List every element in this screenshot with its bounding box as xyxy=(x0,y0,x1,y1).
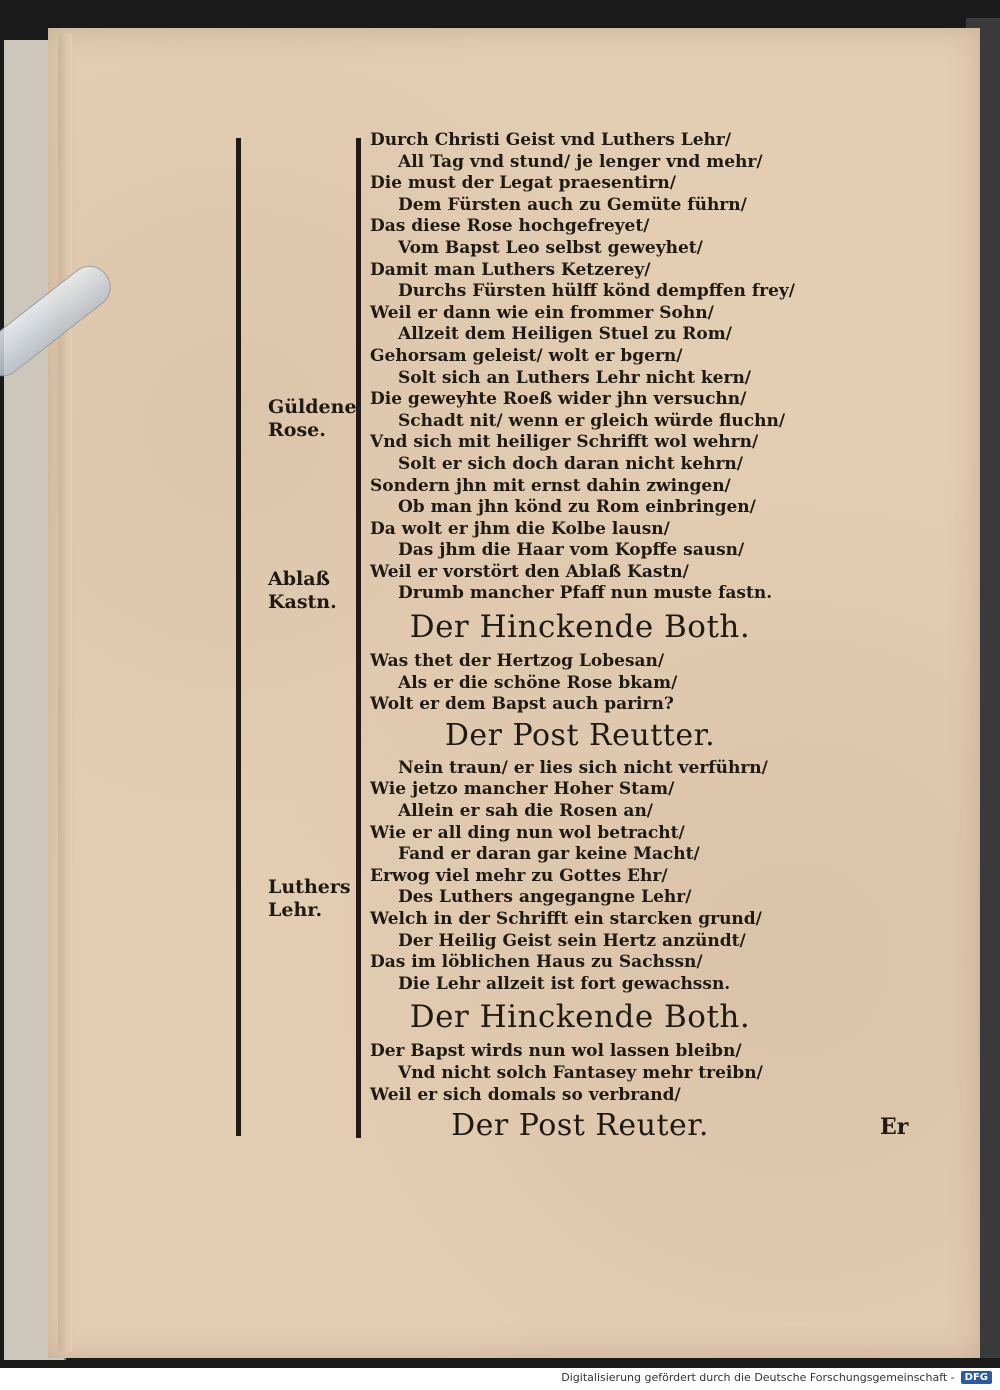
margin-note-line: Rose. xyxy=(268,419,326,441)
verse-line: Vnd sich mit heiliger Schrifft wol wehrn/ xyxy=(370,432,759,453)
digitization-footer xyxy=(0,1370,1000,1390)
verse-line: Drumb mancher Pfaff nun muste fastn. xyxy=(398,583,773,604)
verse-line: Die Lehr allzeit ist fort gewachssn. xyxy=(398,973,731,994)
verse-line: Durchs Fürsten hülff könd dempffen frey/ xyxy=(398,281,795,302)
verse-stanza-2 xyxy=(370,651,790,716)
verse-line: Nein traun/ er lies sich nicht verführn/ xyxy=(398,757,768,778)
verse-line: Schadt nit/ wenn er gleich würde fluchn/ xyxy=(398,410,786,431)
heading-hinckende-both: Der Hinckende Both. xyxy=(409,999,751,1036)
verse-line: Wie jetzo mancher Hoher Stam/ xyxy=(370,779,675,800)
verse-line: Der Bapst wirds nun wol lassen bleibn/ xyxy=(370,1041,742,1062)
verse-line: Weil er vorstört den Ablaß Kastn/ xyxy=(370,561,689,582)
verse-line: Vom Bapst Leo selbst geweyhet/ xyxy=(398,237,703,258)
margin-note-guldene-rose xyxy=(268,396,357,442)
verse-line: Welch in der Schrifft ein starcken grund/ xyxy=(370,909,762,929)
verse-block xyxy=(370,130,795,1148)
footer-credit: Digitalisierung gefördert durch die Deutsche Forschungsgemeinschaft - xyxy=(561,1370,955,1384)
verse-line: Sondern jhn mit ernst dahin zwingen/ xyxy=(370,475,731,496)
verse-line: Die geweyhte Roeß wider jhn versuchn/ xyxy=(370,389,747,410)
verse-line: Vnd nicht solch Fantasey mehr treibn/ xyxy=(398,1062,763,1083)
outer-margin-rule xyxy=(236,138,241,1136)
margin-note-line: Güldene xyxy=(268,396,357,418)
margin-note-luthers-lehr xyxy=(268,876,351,922)
margin-note-ablass-kastn xyxy=(268,568,337,614)
verse-line: Wie er all ding nun wol betracht/ xyxy=(370,822,685,843)
verse-line: Das im löblichen Haus zu Sachssn/ xyxy=(370,952,703,973)
verse-stanza-3 xyxy=(370,758,790,996)
verse-line: Was thet der Hertzog Lobesan/ xyxy=(370,651,665,672)
page-edge xyxy=(58,34,72,1352)
verse-line: Weil er sich domals so verbrand/ xyxy=(370,1084,681,1105)
verse-stanza-4 xyxy=(370,1041,790,1106)
verse-line: Das diese Rose hochgefreyet/ xyxy=(370,216,650,237)
verse-line: Die must der Legat praesentirn/ xyxy=(370,173,676,194)
inner-margin-rule xyxy=(356,138,361,1138)
margin-note-line: Ablaß xyxy=(268,568,330,590)
catchword: Er xyxy=(880,1114,909,1140)
heading-hinckende-both: Der Hinckende Both. xyxy=(409,609,751,646)
verse-line: Ob man jhn könd zu Rom einbringen/ xyxy=(398,497,756,518)
margin-note-line: Lehr. xyxy=(268,899,323,921)
verse-line: Da wolt er jhm die Kolbe lausn/ xyxy=(370,518,670,539)
dfg-logo-icon: DFG xyxy=(961,1371,992,1384)
verse-line: Solt er sich doch daran nicht kehrn/ xyxy=(398,453,743,474)
heading-post-reuter: Der Post Reuter. xyxy=(451,1108,709,1144)
margin-note-line: Luthers xyxy=(268,876,351,898)
verse-line: Damit man Luthers Ketzerey/ xyxy=(370,259,651,280)
verse-line: Solt sich an Luthers Lehr nicht kern/ xyxy=(398,367,752,388)
verse-line: All Tag vnd stund/ je lenger vnd mehr/ xyxy=(398,151,763,172)
verse-line: Durch Christi Geist vnd Luthers Lehr/ xyxy=(370,130,732,150)
verse-line: Wolt er dem Bapst auch parirn? xyxy=(370,694,674,715)
verse-line: Der Heilig Geist sein Hertz anzündt/ xyxy=(398,930,746,951)
verse-line: Des Luthers angegangne Lehr/ xyxy=(398,887,692,908)
verse-line: Allzeit dem Heiligen Stuel zu Rom/ xyxy=(398,324,732,345)
verse-line: Dem Fürsten auch zu Gemüte führn/ xyxy=(398,194,747,215)
verse-line: Allein er sah die Rosen an/ xyxy=(398,801,654,822)
verse-line: Als er die schöne Rose bkam/ xyxy=(398,672,678,693)
heading-post-reutter: Der Post Reutter. xyxy=(444,717,716,753)
verse-line: Das jhm die Haar vom Kopffe sausn/ xyxy=(398,540,745,561)
margin-note-line: Kastn. xyxy=(268,591,337,613)
verse-line: Fand er daran gar keine Macht/ xyxy=(398,844,700,865)
verse-stanza-1 xyxy=(370,130,795,605)
verse-line: Weil er dann wie ein frommer Sohn/ xyxy=(370,302,714,323)
verse-line: Gehorsam geleist/ wolt er bgern/ xyxy=(370,345,683,366)
verse-line: Erwog viel mehr zu Gottes Ehr/ xyxy=(370,865,668,886)
